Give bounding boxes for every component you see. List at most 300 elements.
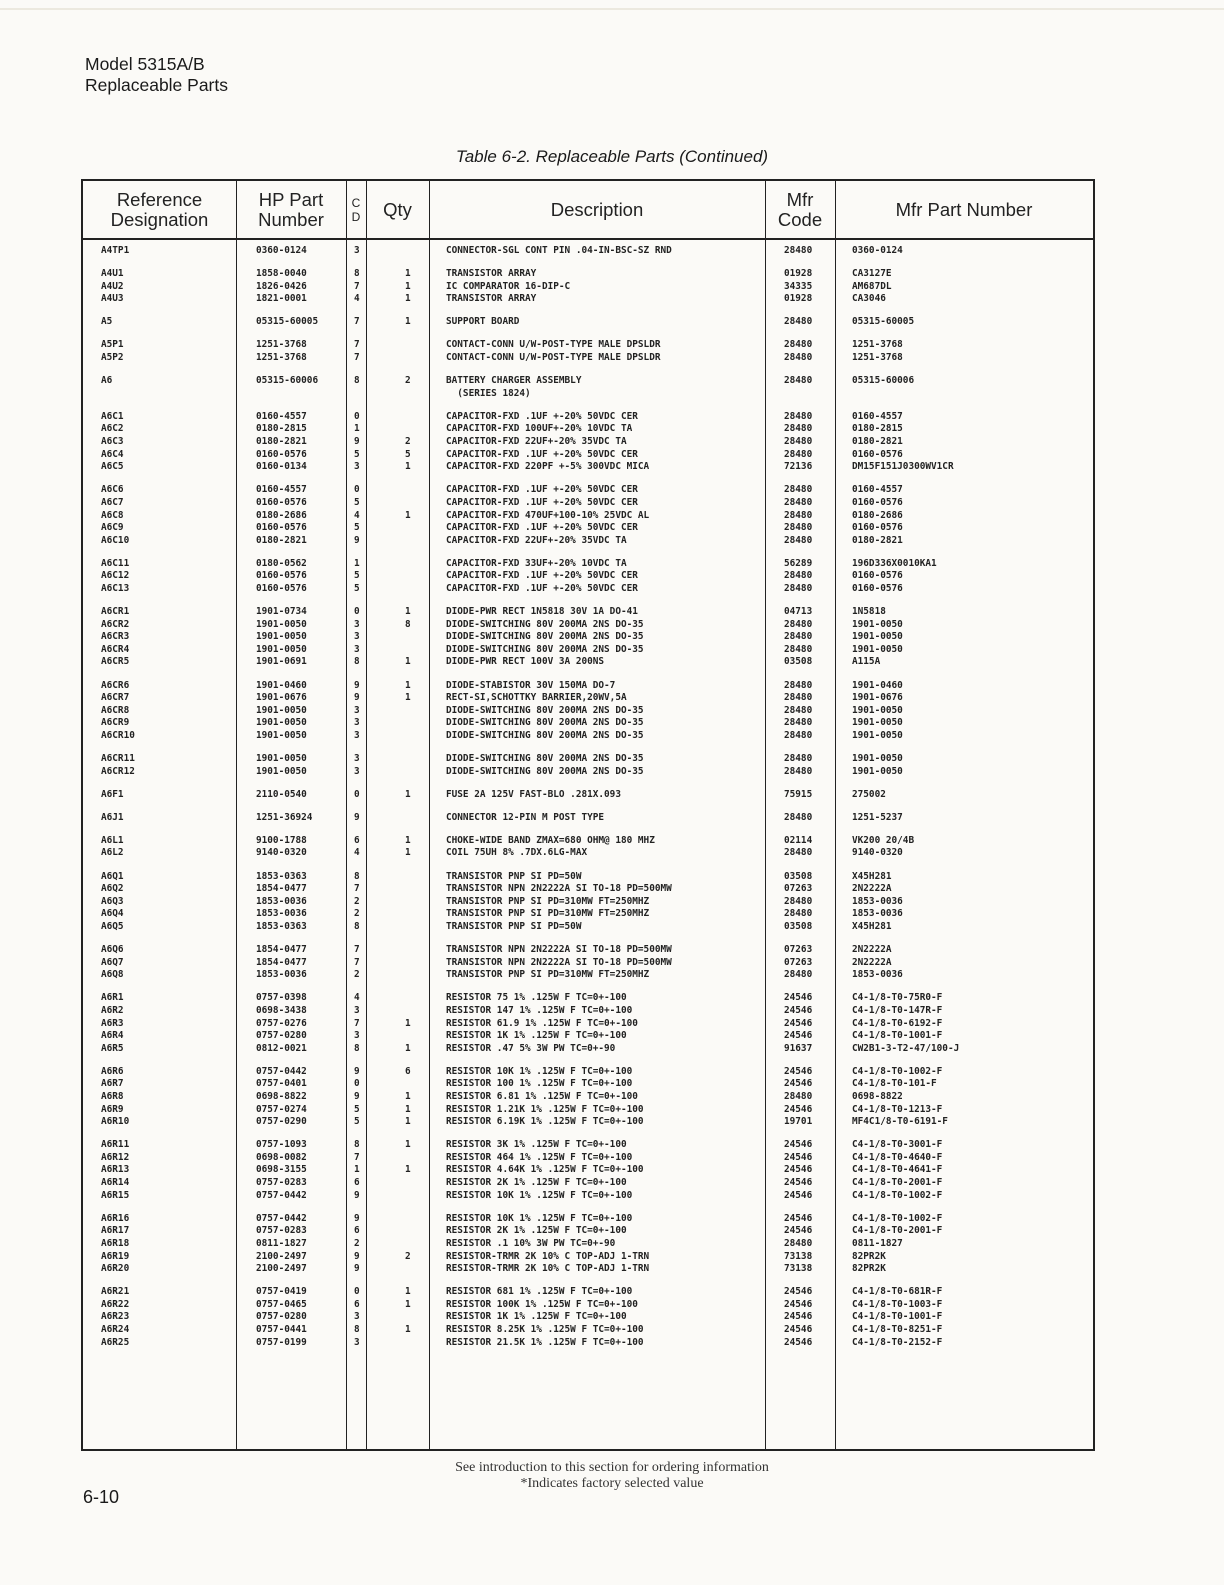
- table-row: [83, 268, 1093, 281]
- cell-ref: A6C9: [101, 522, 124, 534]
- cell-mfr-part: MF4C1/8-T0-6191-F: [852, 1116, 948, 1128]
- cell-mfr-part: 1901-0050: [852, 631, 903, 643]
- cell-qty: 2: [405, 375, 411, 387]
- cell-qty: 1: [405, 509, 411, 521]
- cell-mfr-part: C4-1/8-T0-4641-F: [852, 1164, 943, 1176]
- cell-description: TRANSISTOR ARRAY: [446, 268, 537, 280]
- cell-mfr-code: 91637: [784, 1042, 813, 1054]
- cell-mfr-code: 07263: [784, 883, 813, 895]
- cell-description: CAPACITOR-FXD 100UF+-20% 10VDC TA: [446, 423, 633, 435]
- cell-description: COIL 75UH 8% .7DX.6LG-MAX: [446, 847, 588, 859]
- cell-ref: A4U3: [101, 293, 124, 305]
- cell-description: DIODE-PWR RECT 1N5818 30V 1A DO-41: [446, 606, 638, 618]
- cell-description: RESISTOR .1 10% 3W PW TC=0+-90: [446, 1237, 616, 1249]
- cell-cd: 7: [354, 883, 360, 895]
- cell-cd: 7: [354, 956, 360, 968]
- cell-cd: 3: [354, 717, 360, 729]
- cell-description: TRANSISTOR NPN 2N2222A SI TO-18 PD=500MW: [446, 944, 672, 956]
- cell-ref: A6CR5: [101, 656, 130, 668]
- cell-hp-part: 0160-0576: [256, 448, 307, 460]
- cell-cd: 8: [354, 375, 360, 387]
- cell-hp-part: 1853-0036: [256, 908, 307, 920]
- cell-mfr-part: 82PR2K: [852, 1263, 886, 1275]
- row-group: [83, 411, 1093, 474]
- cell-description: DIODE-SWITCHING 80V 200MA 2NS DO-35: [446, 643, 644, 655]
- cell-mfr-part: 0160-4557: [852, 410, 903, 422]
- cell-description: CAPACITOR-FXD 22UF+-20% 35VDC TA: [446, 436, 627, 448]
- cell-ref: A6Q3: [101, 895, 124, 907]
- cell-mfr-part: CA3127E: [852, 268, 892, 280]
- cell-mfr-part: 1901-0050: [852, 765, 903, 777]
- cell-qty: 2: [405, 436, 411, 448]
- cell-ref: A6R3: [101, 1017, 124, 1029]
- cell-description: RESISTOR 147 1% .125W F TC=0+-100: [446, 1004, 633, 1016]
- cell-mfr-code: 28480: [784, 509, 813, 521]
- cell-description: DIODE-PWR RECT 100V 3A 200NS: [446, 656, 605, 668]
- cell-qty: 1: [405, 1164, 411, 1176]
- table-row: [83, 423, 1093, 436]
- table-row: [83, 1043, 1093, 1056]
- cell-mfr-code: 28480: [784, 423, 813, 435]
- cell-qty: 1: [405, 316, 411, 328]
- cell-ref: A6R12: [101, 1151, 130, 1163]
- cell-qty: 1: [405, 1286, 411, 1298]
- cell-cd: 9: [354, 534, 360, 546]
- cell-cd: 3: [354, 1030, 360, 1042]
- cell-hp-part: 1901-0691: [256, 656, 307, 668]
- table-row: [83, 680, 1093, 693]
- cell-cd: 2: [354, 895, 360, 907]
- cell-mfr-part: 1853-0036: [852, 908, 903, 920]
- table-row: [83, 1078, 1093, 1091]
- cell-ref: A6R6: [101, 1065, 124, 1077]
- cell-cd: 9: [354, 692, 360, 704]
- cell-mfr-code: 28480: [784, 448, 813, 460]
- cell-cd: 3: [354, 1004, 360, 1016]
- cell-description: DIODE-SWITCHING 80V 200MA 2NS DO-35: [446, 765, 644, 777]
- cell-ref: A6L1: [101, 834, 124, 846]
- cell-description: RESISTOR-TRMR 2K 10% C TOP-ADJ 1-TRN: [446, 1263, 650, 1275]
- cell-ref: A6J1: [101, 811, 124, 823]
- cell-hp-part: 0812-0021: [256, 1042, 307, 1054]
- cell-cd: 5: [354, 1116, 360, 1128]
- cell-cd: 3: [354, 631, 360, 643]
- row-group: [83, 245, 1093, 258]
- table-row: [83, 461, 1093, 474]
- cell-ref: A6R11: [101, 1139, 130, 1151]
- table-row: [83, 522, 1093, 535]
- cell-qty: 1: [405, 679, 411, 691]
- cell-description: CONTACT-CONN U/W-POST-TYPE MALE DPSLDR: [446, 352, 661, 364]
- cell-mfr-part: 0180-2815: [852, 423, 903, 435]
- cell-qty: 1: [405, 788, 411, 800]
- table-row: [83, 1286, 1093, 1299]
- cell-description: DIODE-STABISTOR 30V 150MA DO-7: [446, 679, 616, 691]
- cell-cd: 0: [354, 1286, 360, 1298]
- table-row: [83, 436, 1093, 449]
- cell-cd: 7: [354, 944, 360, 956]
- cell-cd: 4: [354, 992, 360, 1004]
- cell-mfr-code: 24546: [784, 1212, 813, 1224]
- cell-ref: A5: [101, 316, 113, 328]
- cell-mfr-part: C4-1/8-T0-3001-F: [852, 1139, 943, 1151]
- cell-hp-part: 0160-0576: [256, 522, 307, 534]
- cell-description: DIODE-SWITCHING 80V 200MA 2NS DO-35: [446, 631, 644, 643]
- cell-description: TRANSISTOR PNP SI PD=50W: [446, 920, 582, 932]
- cell-hp-part: 1901-0050: [256, 753, 307, 764]
- cell-hp-part: 0757-0401: [256, 1078, 307, 1090]
- cell-mfr-part: 1901-0676: [852, 692, 903, 704]
- cell-mfr-code: 28480: [784, 375, 813, 387]
- cell-hp-part: 1853-0036: [256, 895, 307, 907]
- cell-cd: 9: [354, 1065, 360, 1077]
- row-group: [83, 375, 1093, 400]
- cell-ref: A6R14: [101, 1177, 130, 1189]
- cell-ref: A6R25: [101, 1336, 130, 1348]
- cell-ref: A6CR11: [101, 753, 135, 764]
- cell-mfr-code: 73138: [784, 1263, 813, 1275]
- cell-qty: 1: [405, 1298, 411, 1310]
- cell-cd: 7: [354, 316, 360, 328]
- cell-cd: 0: [354, 484, 360, 496]
- cell-cd: 5: [354, 448, 360, 460]
- cell-qty: 1: [405, 656, 411, 668]
- table-row: [83, 908, 1093, 921]
- cell-cd: 1: [354, 423, 360, 435]
- cell-mfr-part: X45H281: [852, 870, 892, 882]
- cell-mfr-part: 0811-1827: [852, 1237, 903, 1249]
- cell-ref: A6R1: [101, 992, 124, 1004]
- cell-mfr-code: 24546: [784, 1103, 813, 1115]
- cell-hp-part: 0160-4557: [256, 410, 307, 422]
- table-row: [83, 388, 1093, 401]
- cell-ref: A6R4: [101, 1030, 124, 1042]
- cell-description: DIODE-SWITCHING 80V 200MA 2NS DO-35: [446, 717, 644, 729]
- cell-mfr-code: 28480: [784, 895, 813, 907]
- cell-ref: A6C7: [101, 496, 124, 508]
- cell-mfr-part: C4-1/8-T0-6192-F: [852, 1017, 943, 1029]
- table-row: [83, 281, 1093, 294]
- row-group: [83, 484, 1093, 547]
- cell-ref: A6Q2: [101, 883, 124, 895]
- cell-cd: 3: [354, 765, 360, 777]
- cell-qty: 1: [405, 1017, 411, 1029]
- cell-ref: A6C10: [101, 534, 130, 546]
- cell-hp-part: 0160-4557: [256, 484, 307, 496]
- cell-ref: A6CR8: [101, 704, 130, 716]
- cell-mfr-code: 28480: [784, 704, 813, 716]
- row-group: [83, 753, 1093, 778]
- cell-ref: A6C1: [101, 410, 124, 422]
- cell-ref: A6R15: [101, 1189, 130, 1201]
- cell-cd: 9: [354, 1212, 360, 1224]
- col-header-mfr: Mfr Code: [777, 188, 823, 230]
- cell-cd: 4: [354, 293, 360, 305]
- table-row: [83, 1225, 1093, 1238]
- cell-hp-part: 1901-0050: [256, 704, 307, 716]
- table-row: [83, 896, 1093, 909]
- cell-mfr-code: 34335: [784, 280, 813, 292]
- table-row: [83, 631, 1093, 644]
- cell-mfr-part: CA3046: [852, 293, 886, 305]
- cell-mfr-code: 28480: [784, 1090, 813, 1102]
- cell-description: TRANSISTOR PNP SI PD=310MW FT=250MHZ: [446, 895, 650, 907]
- cell-description: CAPACITOR-FXD .1UF +-20% 50VDC CER: [446, 582, 638, 594]
- cell-mfr-code: 28480: [784, 679, 813, 691]
- cell-mfr-part: 1853-0036: [852, 969, 903, 981]
- cell-cd: 9: [354, 1263, 360, 1275]
- cell-description: CONTACT-CONN U/W-POST-TYPE MALE DPSLDR: [446, 339, 661, 351]
- cell-ref: A6C11: [101, 557, 130, 569]
- cell-mfr-part: C4-1/8-T0-1213-F: [852, 1103, 943, 1115]
- cell-hp-part: 0757-0283: [256, 1225, 307, 1237]
- cell-cd: 3: [354, 643, 360, 655]
- cell-description: RESISTOR 10K 1% .125W F TC=0+-100: [446, 1212, 633, 1224]
- cell-cd: 3: [354, 1336, 360, 1348]
- cell-description: RESISTOR 6.81 1% .125W F TC=0+-100: [446, 1090, 638, 1102]
- cell-hp-part: 0757-0290: [256, 1116, 307, 1128]
- table-row: [83, 316, 1093, 329]
- table-row: [83, 1066, 1093, 1079]
- cell-hp-part: 0757-0283: [256, 1177, 307, 1189]
- cell-cd: 3: [354, 704, 360, 716]
- cell-hp-part: 0757-0441: [256, 1323, 307, 1335]
- cell-qty: 1: [405, 1116, 411, 1128]
- cell-cd: 6: [354, 834, 360, 846]
- cell-ref: A6CR4: [101, 643, 130, 655]
- table-row: [83, 992, 1093, 1005]
- cell-ref: A6Q6: [101, 944, 124, 956]
- cell-hp-part: 1854-0477: [256, 883, 307, 895]
- cell-mfr-part: 0698-8822: [852, 1090, 903, 1102]
- cell-cd: 8: [354, 870, 360, 882]
- cell-mfr-part: 0160-0576: [852, 570, 903, 582]
- cell-description: DIODE-SWITCHING 80V 200MA 2NS DO-35: [446, 753, 644, 764]
- cell-mfr-code: 28480: [784, 717, 813, 729]
- cell-hp-part: 1853-0363: [256, 870, 307, 882]
- table-row: [83, 352, 1093, 365]
- cell-description: CAPACITOR-FXD 22UF+-20% 35VDC TA: [446, 534, 627, 546]
- cell-hp-part: 1901-0050: [256, 631, 307, 643]
- cell-description: CAPACITOR-FXD 470UF+100-10% 25VDC AL: [446, 509, 650, 521]
- cell-cd: 2: [354, 908, 360, 920]
- cell-ref: A6R21: [101, 1286, 130, 1298]
- table-row: [83, 1213, 1093, 1226]
- cell-mfr-code: 24546: [784, 1004, 813, 1016]
- table-row: [83, 1238, 1093, 1251]
- cell-description: TRANSISTOR PNP SI PD=310MW FT=250MHZ: [446, 908, 650, 920]
- cell-hp-part: 05315-60005: [256, 316, 319, 328]
- table-row: [83, 293, 1093, 306]
- cell-ref: A6CR6: [101, 679, 130, 691]
- row-group: [83, 812, 1093, 825]
- table-row: [83, 957, 1093, 970]
- table-row: [83, 812, 1093, 825]
- cell-mfr-code: 24546: [784, 1336, 813, 1348]
- cell-qty: 1: [405, 1139, 411, 1151]
- table-row: [83, 789, 1093, 802]
- cell-mfr-code: 28480: [784, 410, 813, 422]
- cell-hp-part: 0811-1827: [256, 1237, 307, 1249]
- cell-description: DIODE-SWITCHING 80V 200MA 2NS DO-35: [446, 704, 644, 716]
- cell-mfr-part: 1901-0050: [852, 717, 903, 729]
- cell-hp-part: 0160-0134: [256, 461, 307, 473]
- cell-ref: A6CR3: [101, 631, 130, 643]
- cell-qty: 1: [405, 1042, 411, 1054]
- table-body: [83, 245, 1093, 1360]
- cell-cd: 5: [354, 1103, 360, 1115]
- cell-description: CONNECTOR 12-PIN M POST TYPE: [446, 811, 605, 823]
- cell-mfr-code: 03508: [784, 870, 813, 882]
- table-row: [83, 944, 1093, 957]
- cell-mfr-code: 28480: [784, 1237, 813, 1249]
- cell-hp-part: 0757-0274: [256, 1103, 307, 1115]
- cell-mfr-code: 24546: [784, 1286, 813, 1298]
- cell-cd: 3: [354, 245, 360, 256]
- cell-cd: 6: [354, 1225, 360, 1237]
- cell-cd: 4: [354, 509, 360, 521]
- cell-mfr-part: 275002: [852, 788, 886, 800]
- table-row: [83, 1177, 1093, 1190]
- cell-ref: A6L2: [101, 847, 124, 859]
- cell-mfr-code: 28480: [784, 582, 813, 594]
- row-group: [83, 1286, 1093, 1349]
- cell-cd: 7: [354, 1017, 360, 1029]
- cell-hp-part: 0180-0562: [256, 557, 307, 569]
- cell-ref: A6: [101, 375, 113, 387]
- cell-hp-part: 0757-0276: [256, 1017, 307, 1029]
- cell-description: TRANSISTOR NPN 2N2222A SI TO-18 PD=500MW: [446, 883, 672, 895]
- cell-mfr-code: 01928: [784, 268, 813, 280]
- cell-cd: 8: [354, 656, 360, 668]
- cell-hp-part: 2100-2497: [256, 1263, 307, 1275]
- cell-mfr-code: 24546: [784, 1030, 813, 1042]
- cell-hp-part: 0160-0576: [256, 582, 307, 594]
- cell-mfr-code: 24546: [784, 1139, 813, 1151]
- cell-mfr-code: 28480: [784, 643, 813, 655]
- row-group: [83, 1139, 1093, 1202]
- cell-mfr-code: 28480: [784, 245, 813, 256]
- table-row: [83, 1116, 1093, 1129]
- table-row: [83, 497, 1093, 510]
- cell-mfr-code: 02114: [784, 834, 813, 846]
- cell-cd: 9: [354, 1090, 360, 1102]
- cell-description: TRANSISTOR PNP SI PD=310MW FT=250MHZ: [446, 969, 650, 981]
- table-row: [83, 1030, 1093, 1043]
- cell-hp-part: 0698-3155: [256, 1164, 307, 1176]
- cell-ref: A6Q8: [101, 969, 124, 981]
- cell-description: RESISTOR 2K 1% .125W F TC=0+-100: [446, 1177, 627, 1189]
- cell-hp-part: 1821-0001: [256, 293, 307, 305]
- cell-mfr-code: 28480: [784, 969, 813, 981]
- cell-mfr-part: 05315-60006: [852, 375, 915, 387]
- cell-ref: A6R22: [101, 1298, 130, 1310]
- footer-ordering-note: See introduction to this section for ordering information: [455, 1460, 769, 1475]
- cell-cd: 7: [354, 1151, 360, 1163]
- top-rule: [0, 8, 1224, 10]
- cell-mfr-code: 56289: [784, 557, 813, 569]
- cell-ref: A5P2: [101, 352, 124, 364]
- cell-mfr-code: 01928: [784, 293, 813, 305]
- cell-mfr-code: 72136: [784, 461, 813, 473]
- cell-hp-part: 1901-0050: [256, 618, 307, 630]
- cell-mfr-code: 24546: [784, 1065, 813, 1077]
- cell-ref: A6CR1: [101, 606, 130, 618]
- cell-qty: 1: [405, 847, 411, 859]
- table-row: [83, 570, 1093, 583]
- row-group: [83, 1066, 1093, 1129]
- table-row: [83, 1311, 1093, 1324]
- table-row: [83, 1324, 1093, 1337]
- cell-ref: A6R23: [101, 1311, 130, 1323]
- cell-cd: 6: [354, 1177, 360, 1189]
- row-group: [83, 606, 1093, 669]
- cell-mfr-part: 1901-0050: [852, 618, 903, 630]
- row-group: [83, 835, 1093, 860]
- cell-mfr-code: 24546: [784, 1017, 813, 1029]
- table-row: [83, 705, 1093, 718]
- cell-description: RECT-SI,SCHOTTKY BARRIER,20WV,5A: [446, 692, 627, 704]
- cell-cd: 5: [354, 582, 360, 594]
- header-section: Replaceable Parts: [85, 75, 228, 95]
- cell-ref: A6R16: [101, 1212, 130, 1224]
- cell-mfr-code: 24546: [784, 1164, 813, 1176]
- cell-mfr-code: 28480: [784, 316, 813, 328]
- cell-hp-part: 0160-0576: [256, 496, 307, 508]
- table-row: [83, 1104, 1093, 1117]
- cell-mfr-part: AM687DL: [852, 280, 892, 292]
- row-group: [83, 992, 1093, 1055]
- cell-description: RESISTOR 464 1% .125W F TC=0+-100: [446, 1151, 633, 1163]
- cell-description: RESISTOR 2K 1% .125W F TC=0+-100: [446, 1225, 627, 1237]
- cell-ref: A6CR7: [101, 692, 130, 704]
- cell-hp-part: 1854-0477: [256, 944, 307, 956]
- table-row: [83, 1299, 1093, 1312]
- cell-qty: 2: [405, 1250, 411, 1262]
- cell-mfr-part: 0180-2821: [852, 436, 903, 448]
- cell-hp-part: 05315-60006: [256, 375, 319, 387]
- cell-mfr-part: 82PR2K: [852, 1250, 886, 1262]
- cell-cd: 1: [354, 1164, 360, 1176]
- cell-mfr-part: C4-1/8-T0-2001-F: [852, 1177, 943, 1189]
- cell-qty: 1: [405, 268, 411, 280]
- cell-ref: A4TP1: [101, 245, 130, 256]
- cell-qty: 1: [405, 1103, 411, 1115]
- cell-hp-part: 1901-0050: [256, 729, 307, 741]
- cell-hp-part: 0698-8822: [256, 1090, 307, 1102]
- cell-cd: 9: [354, 1189, 360, 1201]
- cell-hp-part: 9100-1788: [256, 834, 307, 846]
- row-group: [83, 789, 1093, 802]
- cell-mfr-part: 2N2222A: [852, 883, 892, 895]
- cell-cd: 1: [354, 557, 360, 569]
- cell-cd: 5: [354, 570, 360, 582]
- cell-mfr-code: 28480: [784, 765, 813, 777]
- cell-description: RESISTOR 75 1% .125W F TC=0+-100: [446, 992, 627, 1004]
- cell-mfr-part: 0180-2821: [852, 534, 903, 546]
- cell-hp-part: 0698-0082: [256, 1151, 307, 1163]
- cell-description: CAPACITOR-FXD .1UF +-20% 50VDC CER: [446, 570, 638, 582]
- cell-mfr-code: 28480: [784, 753, 813, 764]
- table-row: [83, 558, 1093, 571]
- cell-mfr-part: 0160-0576: [852, 496, 903, 508]
- cell-mfr-part: C4-1/8-T0-147R-F: [852, 1004, 943, 1016]
- cell-mfr-part: C4-1/8-T0-2152-F: [852, 1336, 943, 1348]
- cell-hp-part: 1901-0050: [256, 765, 307, 777]
- row-group: [83, 268, 1093, 306]
- table-row: [83, 883, 1093, 896]
- cell-cd: 2: [354, 1237, 360, 1249]
